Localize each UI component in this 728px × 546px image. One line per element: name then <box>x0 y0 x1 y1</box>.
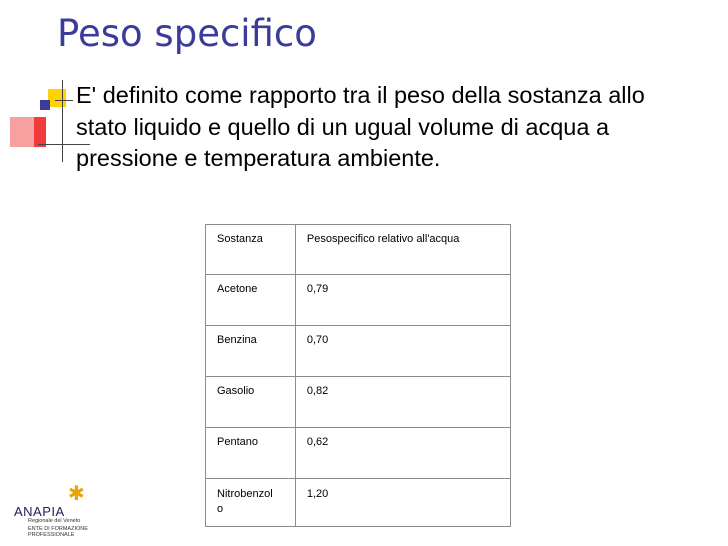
table-row <box>206 326 511 377</box>
table-cell-value: 0,79 <box>295 275 510 326</box>
slide-title: Peso specifico <box>57 12 317 55</box>
table-cell-value: 0,82 <box>295 377 510 428</box>
bullet-text: E' definito come rapporto tra il peso della sostanza allo stato liquido e quello di un ugual volume di acqua a pressione e temperatura ambiente. <box>76 82 645 171</box>
specific-weight-table <box>205 224 511 527</box>
table-row <box>206 377 511 428</box>
anapia-logo <box>14 483 104 546</box>
table-header-row <box>206 225 511 275</box>
table-row <box>206 428 511 479</box>
table-cell-substance: Nitrobenzol o <box>206 479 296 527</box>
table-cell-substance: Pentano <box>206 428 296 479</box>
table-cell-substance: Acetone <box>206 275 296 326</box>
table-header-cell: Sostanza <box>206 225 296 275</box>
logo-subtitle: ENTE DI FORMAZIONE <box>28 526 88 532</box>
table-cell-value: 0,70 <box>295 326 510 377</box>
table-cell-substance: Gasolio <box>206 377 296 428</box>
table-row <box>206 479 511 527</box>
table-cell-substance: Benzina <box>206 326 296 377</box>
logo-star-icon: ✱ <box>68 483 85 505</box>
logo-subtitle: Regionale del Veneto <box>28 518 81 524</box>
table-cell-value: 0,62 <box>295 428 510 479</box>
table-cell-value: 1,20 <box>295 479 510 527</box>
table-header-cell: Pesospecifico relativo all'acqua <box>295 225 510 275</box>
logo-name: ANAPIA <box>14 504 65 519</box>
logo-subtitle: PROFESSIONALE <box>28 532 75 538</box>
table-row <box>206 275 511 326</box>
